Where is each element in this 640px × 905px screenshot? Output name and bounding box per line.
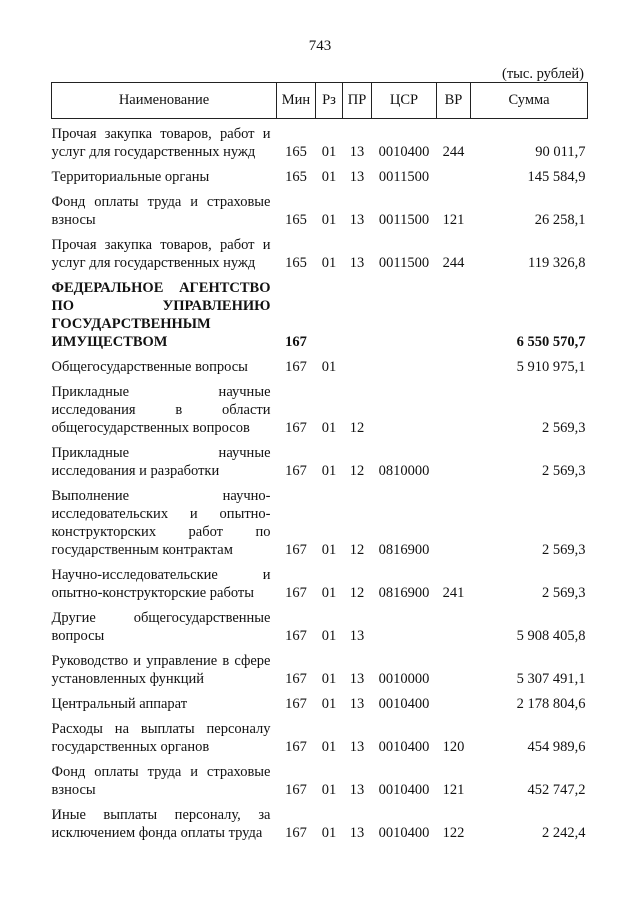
cell-csr: 0010400	[378, 144, 430, 160]
cell-sum: 26 258,1	[534, 212, 586, 228]
table-row	[52, 487, 588, 566]
cell-sum: 2 569,3	[542, 420, 586, 436]
cell-name: Прочая закупка товаров, работ и услуг для государственных нужд	[51, 237, 271, 271]
cell-min: 167	[285, 696, 307, 712]
cell-rz: 01	[321, 359, 337, 375]
cell-sum: 2 242,4	[542, 825, 586, 841]
table-row	[52, 763, 588, 806]
cell-name: Расходы на выплаты персоналу государственных органов	[51, 721, 271, 755]
cell-rz: 01	[321, 463, 337, 479]
table-row	[52, 609, 588, 652]
cell-rz: 01	[321, 671, 337, 687]
cell-vr: 121	[442, 782, 465, 798]
header-csr: ЦСР	[372, 83, 437, 119]
cell-min: 165	[285, 212, 307, 228]
cell-pr: 12	[349, 420, 365, 436]
cell-pr	[343, 279, 372, 358]
cell-sum: 145 584,9	[527, 169, 586, 185]
cell-min: 167	[285, 334, 307, 350]
cell-sum: 454 989,6	[527, 739, 586, 755]
header-name: Наименование	[52, 83, 277, 119]
cell-sum: 5 307 491,1	[516, 671, 586, 687]
header-rz: Рз	[316, 83, 343, 119]
cell-pr: 13	[349, 825, 365, 841]
cell-sum: 2 569,3	[542, 542, 586, 558]
table-row	[52, 168, 588, 193]
table-body	[52, 119, 588, 850]
cell-name: Общегосударственные вопросы	[51, 359, 248, 375]
cell-min: 167	[285, 359, 307, 375]
cell-pr: 13	[349, 782, 365, 798]
cell-name: Прикладные научные исследования и разработки	[51, 445, 271, 479]
cell-pr: 13	[349, 696, 365, 712]
cell-name: Центральный аппарат	[51, 696, 188, 712]
cell-pr: 13	[349, 255, 365, 271]
table-row	[52, 236, 588, 279]
cell-pr: 12	[349, 463, 365, 479]
cell-pr: 13	[349, 212, 365, 228]
cell-csr: 0010400	[378, 739, 430, 755]
cell-rz: 01	[321, 169, 337, 185]
table-row	[52, 383, 588, 444]
cell-pr	[343, 358, 372, 383]
cell-vr: 241	[442, 585, 465, 601]
cell-rz: 01	[321, 144, 337, 160]
cell-min: 167	[285, 585, 307, 601]
cell-name: Выполнение научно-исследовательских и опытно-конструкторских работ по государственным контрактам	[51, 488, 271, 558]
cell-csr	[372, 358, 437, 383]
cell-sum: 2 178 804,6	[516, 696, 586, 712]
cell-min: 167	[285, 739, 307, 755]
units-label: (тыс. рублей)	[502, 66, 584, 82]
cell-vr: 244	[442, 144, 465, 160]
page-number: 743	[308, 38, 332, 54]
cell-rz: 01	[321, 255, 337, 271]
header-min: Мин	[277, 83, 316, 119]
cell-pr: 13	[349, 169, 365, 185]
cell-rz: 01	[321, 782, 337, 798]
cell-vr: 244	[442, 255, 465, 271]
cell-sum: 452 747,2	[527, 782, 586, 798]
cell-vr	[437, 358, 471, 383]
cell-sum: 5 908 405,8	[516, 628, 586, 644]
cell-name: Прикладные научные исследования в области общегосударственных вопросов	[51, 384, 271, 436]
cell-csr	[372, 383, 437, 444]
cell-vr: 121	[442, 212, 465, 228]
header-sum: Сумма	[471, 83, 588, 119]
cell-rz: 01	[321, 628, 337, 644]
cell-csr	[372, 609, 437, 652]
cell-csr: 0011500	[378, 255, 430, 271]
header-pr: ПР	[343, 83, 372, 119]
table-row	[52, 652, 588, 695]
cell-rz: 01	[321, 585, 337, 601]
table-row	[52, 566, 588, 609]
cell-name: Научно-исследовательские и опытно-конструкторские работы	[51, 567, 271, 601]
cell-vr	[437, 279, 471, 358]
cell-sum: 119 326,8	[528, 255, 586, 271]
cell-pr: 12	[349, 585, 365, 601]
cell-rz: 01	[321, 739, 337, 755]
cell-csr: 0010400	[378, 825, 430, 841]
cell-csr: 0011500	[378, 169, 430, 185]
cell-min: 167	[285, 420, 307, 436]
cell-min: 165	[285, 169, 307, 185]
cell-csr: 0810000	[378, 463, 430, 479]
cell-pr: 13	[349, 144, 365, 160]
cell-name: Прочая закупка товаров, работ и услуг для государственных нужд	[51, 126, 271, 160]
cell-rz: 01	[321, 420, 337, 436]
cell-vr	[437, 652, 471, 695]
cell-vr	[437, 487, 471, 566]
cell-name: Территориальные органы	[51, 169, 210, 185]
cell-csr: 0816900	[378, 585, 430, 601]
cell-pr: 13	[349, 671, 365, 687]
cell-min: 165	[285, 255, 307, 271]
cell-name: Руководство и управление в сфере установленных функций	[51, 653, 271, 687]
cell-name: Другие общегосударственные вопросы	[51, 610, 271, 644]
cell-name: Фонд оплаты труда и страховые взносы	[51, 764, 271, 798]
cell-csr: 0011500	[378, 212, 430, 228]
cell-sum: 2 569,3	[542, 463, 586, 479]
cell-rz: 01	[321, 542, 337, 558]
cell-rz: 01	[321, 212, 337, 228]
table-row	[52, 279, 588, 358]
table-row	[52, 193, 588, 236]
table-row	[52, 695, 588, 720]
cell-sum: 6 550 570,7	[516, 334, 586, 350]
cell-vr	[437, 383, 471, 444]
table-row	[52, 806, 588, 849]
cell-pr: 12	[349, 542, 365, 558]
cell-sum: 90 011,7	[535, 144, 586, 160]
cell-min: 167	[285, 628, 307, 644]
cell-pr: 13	[349, 739, 365, 755]
table-row	[52, 358, 588, 383]
table-row	[52, 119, 588, 169]
cell-rz: 01	[321, 825, 337, 841]
cell-name: Фонд оплаты труда и страховые взносы	[51, 194, 271, 228]
table-row	[52, 720, 588, 763]
cell-vr	[437, 168, 471, 193]
cell-min: 167	[285, 782, 307, 798]
cell-pr: 13	[349, 628, 365, 644]
cell-csr: 0816900	[378, 542, 430, 558]
cell-csr: 0010400	[378, 696, 430, 712]
header-vr: ВР	[437, 83, 471, 119]
cell-min: 167	[285, 542, 307, 558]
cell-vr	[437, 609, 471, 652]
cell-vr: 122	[442, 825, 465, 841]
cell-vr	[437, 695, 471, 720]
table-row	[52, 444, 588, 487]
cell-csr: 0010400	[378, 782, 430, 798]
cell-min: 167	[285, 463, 307, 479]
cell-name: ФЕДЕРАЛЬНОЕ АГЕНТСТВО ПО УПРАВЛЕНИЮ ГОСУДАРСТВЕННЫМ ИМУЩЕСТВОМ	[51, 280, 271, 350]
cell-sum: 5 910 975,1	[516, 359, 586, 375]
budget-table	[51, 82, 588, 849]
table-header-row	[52, 83, 588, 119]
cell-rz: 01	[321, 696, 337, 712]
cell-vr: 120	[442, 739, 465, 755]
cell-vr	[437, 444, 471, 487]
cell-sum: 2 569,3	[542, 585, 586, 601]
cell-csr: 0010000	[378, 671, 430, 687]
cell-rz	[316, 279, 343, 358]
cell-csr	[372, 279, 437, 358]
cell-min: 165	[285, 144, 307, 160]
cell-min: 167	[285, 671, 307, 687]
cell-min: 167	[285, 825, 307, 841]
cell-name: Иные выплаты персоналу, за исключением фонда оплаты труда	[51, 807, 271, 841]
